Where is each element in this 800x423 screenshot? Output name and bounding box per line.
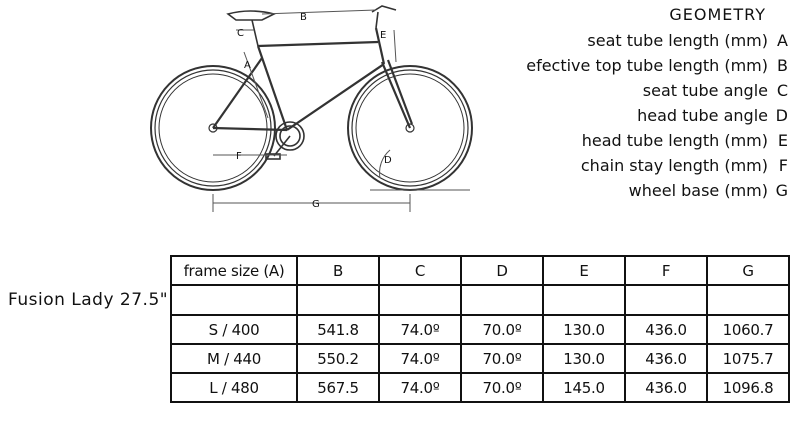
table-cell-empty xyxy=(707,285,789,315)
table-cell: M / 440 xyxy=(171,344,297,373)
label-c: C xyxy=(237,28,244,39)
legend-label: seat tube length (mm) xyxy=(587,31,768,50)
table-empty-row xyxy=(171,285,789,315)
label-e: E xyxy=(380,30,387,41)
bike-frame xyxy=(213,28,412,130)
table-row xyxy=(171,344,789,373)
legend-item xyxy=(526,28,788,53)
table-cell: 436.0 xyxy=(625,344,707,373)
table-header: G xyxy=(707,256,789,285)
legend-letter: E xyxy=(777,131,788,150)
table-cell: 550.2 xyxy=(297,344,379,373)
table-cell: 70.0º xyxy=(461,315,543,344)
label-f: F xyxy=(236,151,242,162)
legend-letter: A xyxy=(777,31,788,50)
table-cell: 145.0 xyxy=(543,373,625,402)
legend-letter: D xyxy=(775,106,788,125)
legend-label: head tube length (mm) xyxy=(581,131,768,150)
table-header: C xyxy=(379,256,461,285)
table-cell: 1075.7 xyxy=(707,344,789,373)
table-header: E xyxy=(543,256,625,285)
table-header: D xyxy=(461,256,543,285)
table-cell-empty xyxy=(543,285,625,315)
table-cell: 74.0º xyxy=(379,344,461,373)
legend-item xyxy=(526,178,788,203)
legend-letter: C xyxy=(776,81,788,100)
table-cell: 74.0º xyxy=(379,315,461,344)
legend-title: GEOMETRY xyxy=(669,5,766,24)
components xyxy=(228,6,396,159)
table-cell-empty xyxy=(461,285,543,315)
table-header: B xyxy=(297,256,379,285)
table-cell: 70.0º xyxy=(461,373,543,402)
legend-letter: G xyxy=(775,181,788,200)
table-cell-empty xyxy=(297,285,379,315)
table-cell: 541.8 xyxy=(297,315,379,344)
table-cell: 70.0º xyxy=(461,344,543,373)
legend-label: head tube angle xyxy=(637,106,768,125)
legend-label: chain stay length (mm) xyxy=(580,156,768,175)
table-cell: 74.0º xyxy=(379,373,461,402)
legend-letter: B xyxy=(777,56,788,75)
table-cell: S / 400 xyxy=(171,315,297,344)
table-cell: 1096.8 xyxy=(707,373,789,402)
table-cell: 436.0 xyxy=(625,373,707,402)
label-d: D xyxy=(384,155,392,166)
table-cell: L / 480 xyxy=(171,373,297,402)
label-g: G xyxy=(312,199,320,210)
table-row xyxy=(171,373,789,402)
table-row xyxy=(171,315,789,344)
table-cell: 1060.7 xyxy=(707,315,789,344)
legend-label: efective top tube length (mm) xyxy=(526,56,768,75)
table-cell-empty xyxy=(379,285,461,315)
geometry-table xyxy=(170,255,790,403)
table-header: F xyxy=(625,256,707,285)
table-header: frame size (A) xyxy=(171,256,297,285)
legend-item xyxy=(526,53,788,78)
legend-letter: F xyxy=(778,156,788,175)
legend-item xyxy=(526,128,788,153)
legend-item xyxy=(526,103,788,128)
legend-item xyxy=(526,153,788,178)
legend-label: seat tube angle xyxy=(642,81,768,100)
table-header-row xyxy=(171,256,789,285)
legend-item xyxy=(526,78,788,103)
table-cell: 436.0 xyxy=(625,315,707,344)
table-cell-empty xyxy=(171,285,297,315)
table-cell: 130.0 xyxy=(543,315,625,344)
bike-geometry-diagram xyxy=(0,0,560,220)
legend-label: wheel base (mm) xyxy=(628,181,768,200)
table-cell: 567.5 xyxy=(297,373,379,402)
table-cell-empty xyxy=(625,285,707,315)
label-a: A xyxy=(244,60,251,71)
model-name: Fusion Lady 27.5" xyxy=(8,290,169,310)
label-b: B xyxy=(300,12,307,23)
table-cell: 130.0 xyxy=(543,344,625,373)
geometry-legend xyxy=(526,4,788,203)
